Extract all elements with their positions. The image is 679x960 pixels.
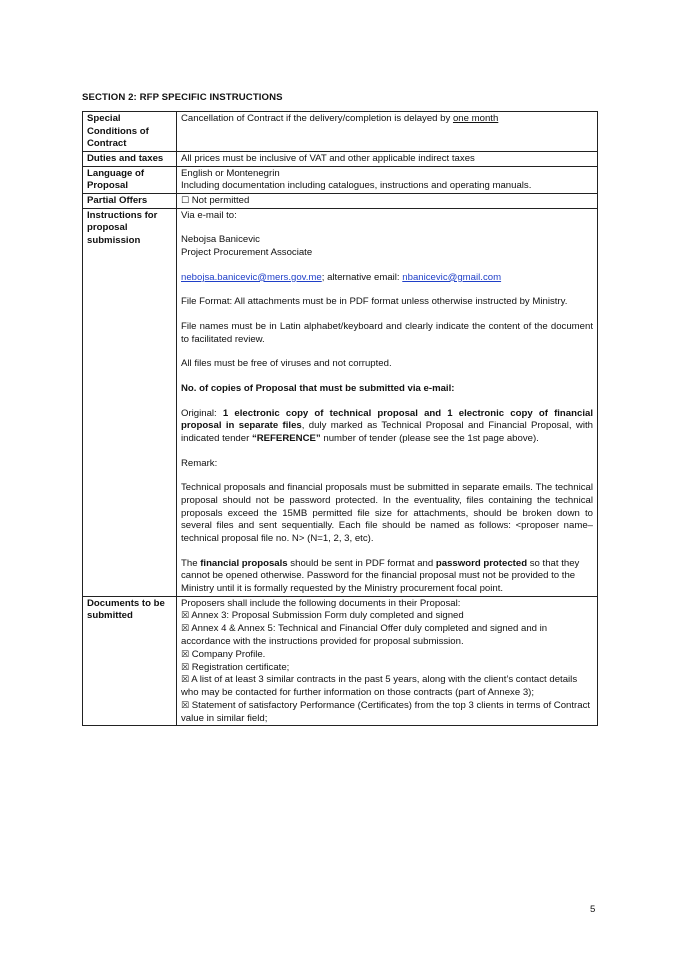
row-content-documents	[177, 596, 598, 726]
table-row	[83, 166, 598, 193]
row-label-partial-offers: Partial Offers	[83, 193, 177, 208]
table-row	[83, 112, 598, 152]
contact-name: Nebojsa Banicevic	[181, 234, 260, 246]
row-label-duties: Duties and taxes	[83, 151, 177, 166]
primary-email-link[interactable]: nebojsa.banicevic@mers.gov.me	[181, 271, 322, 283]
original-copies-mid: , duly marked as Technical Proposal and Financial Proposal, with indicated tender	[181, 420, 593, 445]
contact-emails	[181, 272, 593, 285]
row-content-duties: All prices must be inclusive of VAT and other applicable indirect taxes	[177, 151, 598, 166]
page-number: 5	[590, 904, 596, 915]
list-item	[181, 623, 593, 649]
document-item-text: Annex 4 & Annex 5: Technical and Financial Offer duly completed and signed and in accordance with the instructions provided for proposal submission.	[181, 623, 548, 647]
fin-part-b: financial proposals	[200, 557, 288, 569]
fin-part-c: should be sent in PDF format and	[287, 557, 436, 569]
list-item	[181, 662, 593, 675]
copies-heading: No. of copies of Proposal that must be submitted via e-mail:	[181, 383, 455, 395]
alternative-email-link[interactable]: nbanicevic@gmail.com	[402, 271, 502, 283]
list-item	[181, 649, 593, 662]
file-names-text: File names must be in Latin alphabet/keyboard and clearly indicate the content of the document to facilitated review.	[181, 321, 593, 345]
row-content-partial-offers	[177, 193, 598, 208]
contact-role: Project Procurement Associate	[181, 247, 313, 259]
fin-part-d: password protected	[435, 557, 528, 569]
list-item	[181, 610, 593, 623]
row-label-documents: Documents to be submitted	[83, 596, 177, 726]
section-title: SECTION 2: RFP SPECIFIC INSTRUCTIONS	[82, 92, 283, 103]
row-label-language: Language of Proposal	[83, 166, 177, 193]
checked-box-icon: ☒	[181, 662, 190, 673]
partial-offers-text: Not permitted	[191, 194, 250, 206]
document-item-text: Company Profile.	[191, 648, 266, 660]
fin-part-e: so that they cannot be opened otherwise. Password for the financial proposal must not be provided to the Ministry until it is formally requested by the Ministry procurement focal point.	[181, 557, 580, 594]
documents-intro: Proposers shall include the following documents in their Proposal:	[181, 597, 461, 609]
row-label-special-conditions: Special Conditions of Contract	[83, 112, 177, 152]
financial-proposal-text	[181, 558, 593, 596]
special-conditions-text: Cancellation of Contract if the delivery/completion is delayed by	[181, 113, 453, 124]
special-conditions-term: one month	[452, 113, 499, 124]
row-content-language	[177, 166, 598, 193]
via-email-text: Via e-mail to:	[181, 209, 237, 221]
viruses-text: All files must be free of viruses and not corrupted.	[181, 358, 392, 370]
language-line-1: English or Montenegrin	[181, 167, 280, 179]
row-content-instructions	[177, 208, 598, 596]
table-row	[83, 193, 598, 208]
table-row	[83, 151, 598, 166]
unchecked-box-icon: ☐	[181, 195, 190, 206]
file-format-text: File Format: All attachments must be in PDF format unless otherwise instructed by Ministry.	[181, 296, 568, 308]
rfp-instructions-table	[82, 111, 598, 726]
original-label: Original:	[181, 407, 223, 419]
checked-box-icon: ☒	[181, 624, 190, 635]
document-item-text: Annex 3: Proposal Submission Form duly completed and signed	[191, 610, 464, 622]
document-item-text: Statement of satisfactory Performance (Certificates) from the top 3 clients in terms of Contract value in similar field;	[181, 699, 591, 724]
table-row	[83, 208, 598, 596]
original-copies-bold: 1 electronic copy of technical proposal and 1 electronic copy of financial proposal in separate files	[181, 407, 593, 432]
original-copies-end: number of tender (please see the 1st page above).	[320, 433, 539, 445]
language-line-2: Including documentation including catalogues, instructions and operating manuals.	[181, 180, 532, 192]
row-content-special-conditions	[177, 112, 598, 152]
checked-box-icon: ☒	[181, 675, 190, 686]
reference-term: “REFERENCE”	[251, 433, 321, 445]
list-item	[181, 700, 593, 726]
remark-label: Remark:	[181, 457, 218, 469]
table-row	[83, 596, 598, 726]
checked-box-icon: ☒	[181, 611, 190, 622]
checked-box-icon: ☒	[181, 649, 190, 660]
original-copies-text	[181, 408, 593, 446]
row-label-instructions: Instructions for proposal submission	[83, 208, 177, 596]
checked-box-icon: ☒	[181, 700, 190, 711]
document-item-text: A list of at least 3 similar contracts in the past 5 years, along with the client’s contact details who may be contacted for further information on those contracts (part of Annexe 3);	[181, 674, 578, 699]
list-item	[181, 674, 593, 700]
fin-part-a: The	[181, 557, 201, 569]
alternative-email-label: ; alternative email:	[321, 271, 403, 283]
remark-text: Technical proposals and financial proposals must be submitted in separate emails. The technical proposal should not be password protected. In the eventuality, files containing the technical proposals exceed the 15MB permitted file size for attachments, should be broken down to several files and sent sequentially. Each file should be named as follows: <proposer name–technical proposal file no. N> (N=1, 2, 3, etc).	[181, 482, 593, 544]
document-item-text: Registration certificate;	[191, 661, 290, 673]
